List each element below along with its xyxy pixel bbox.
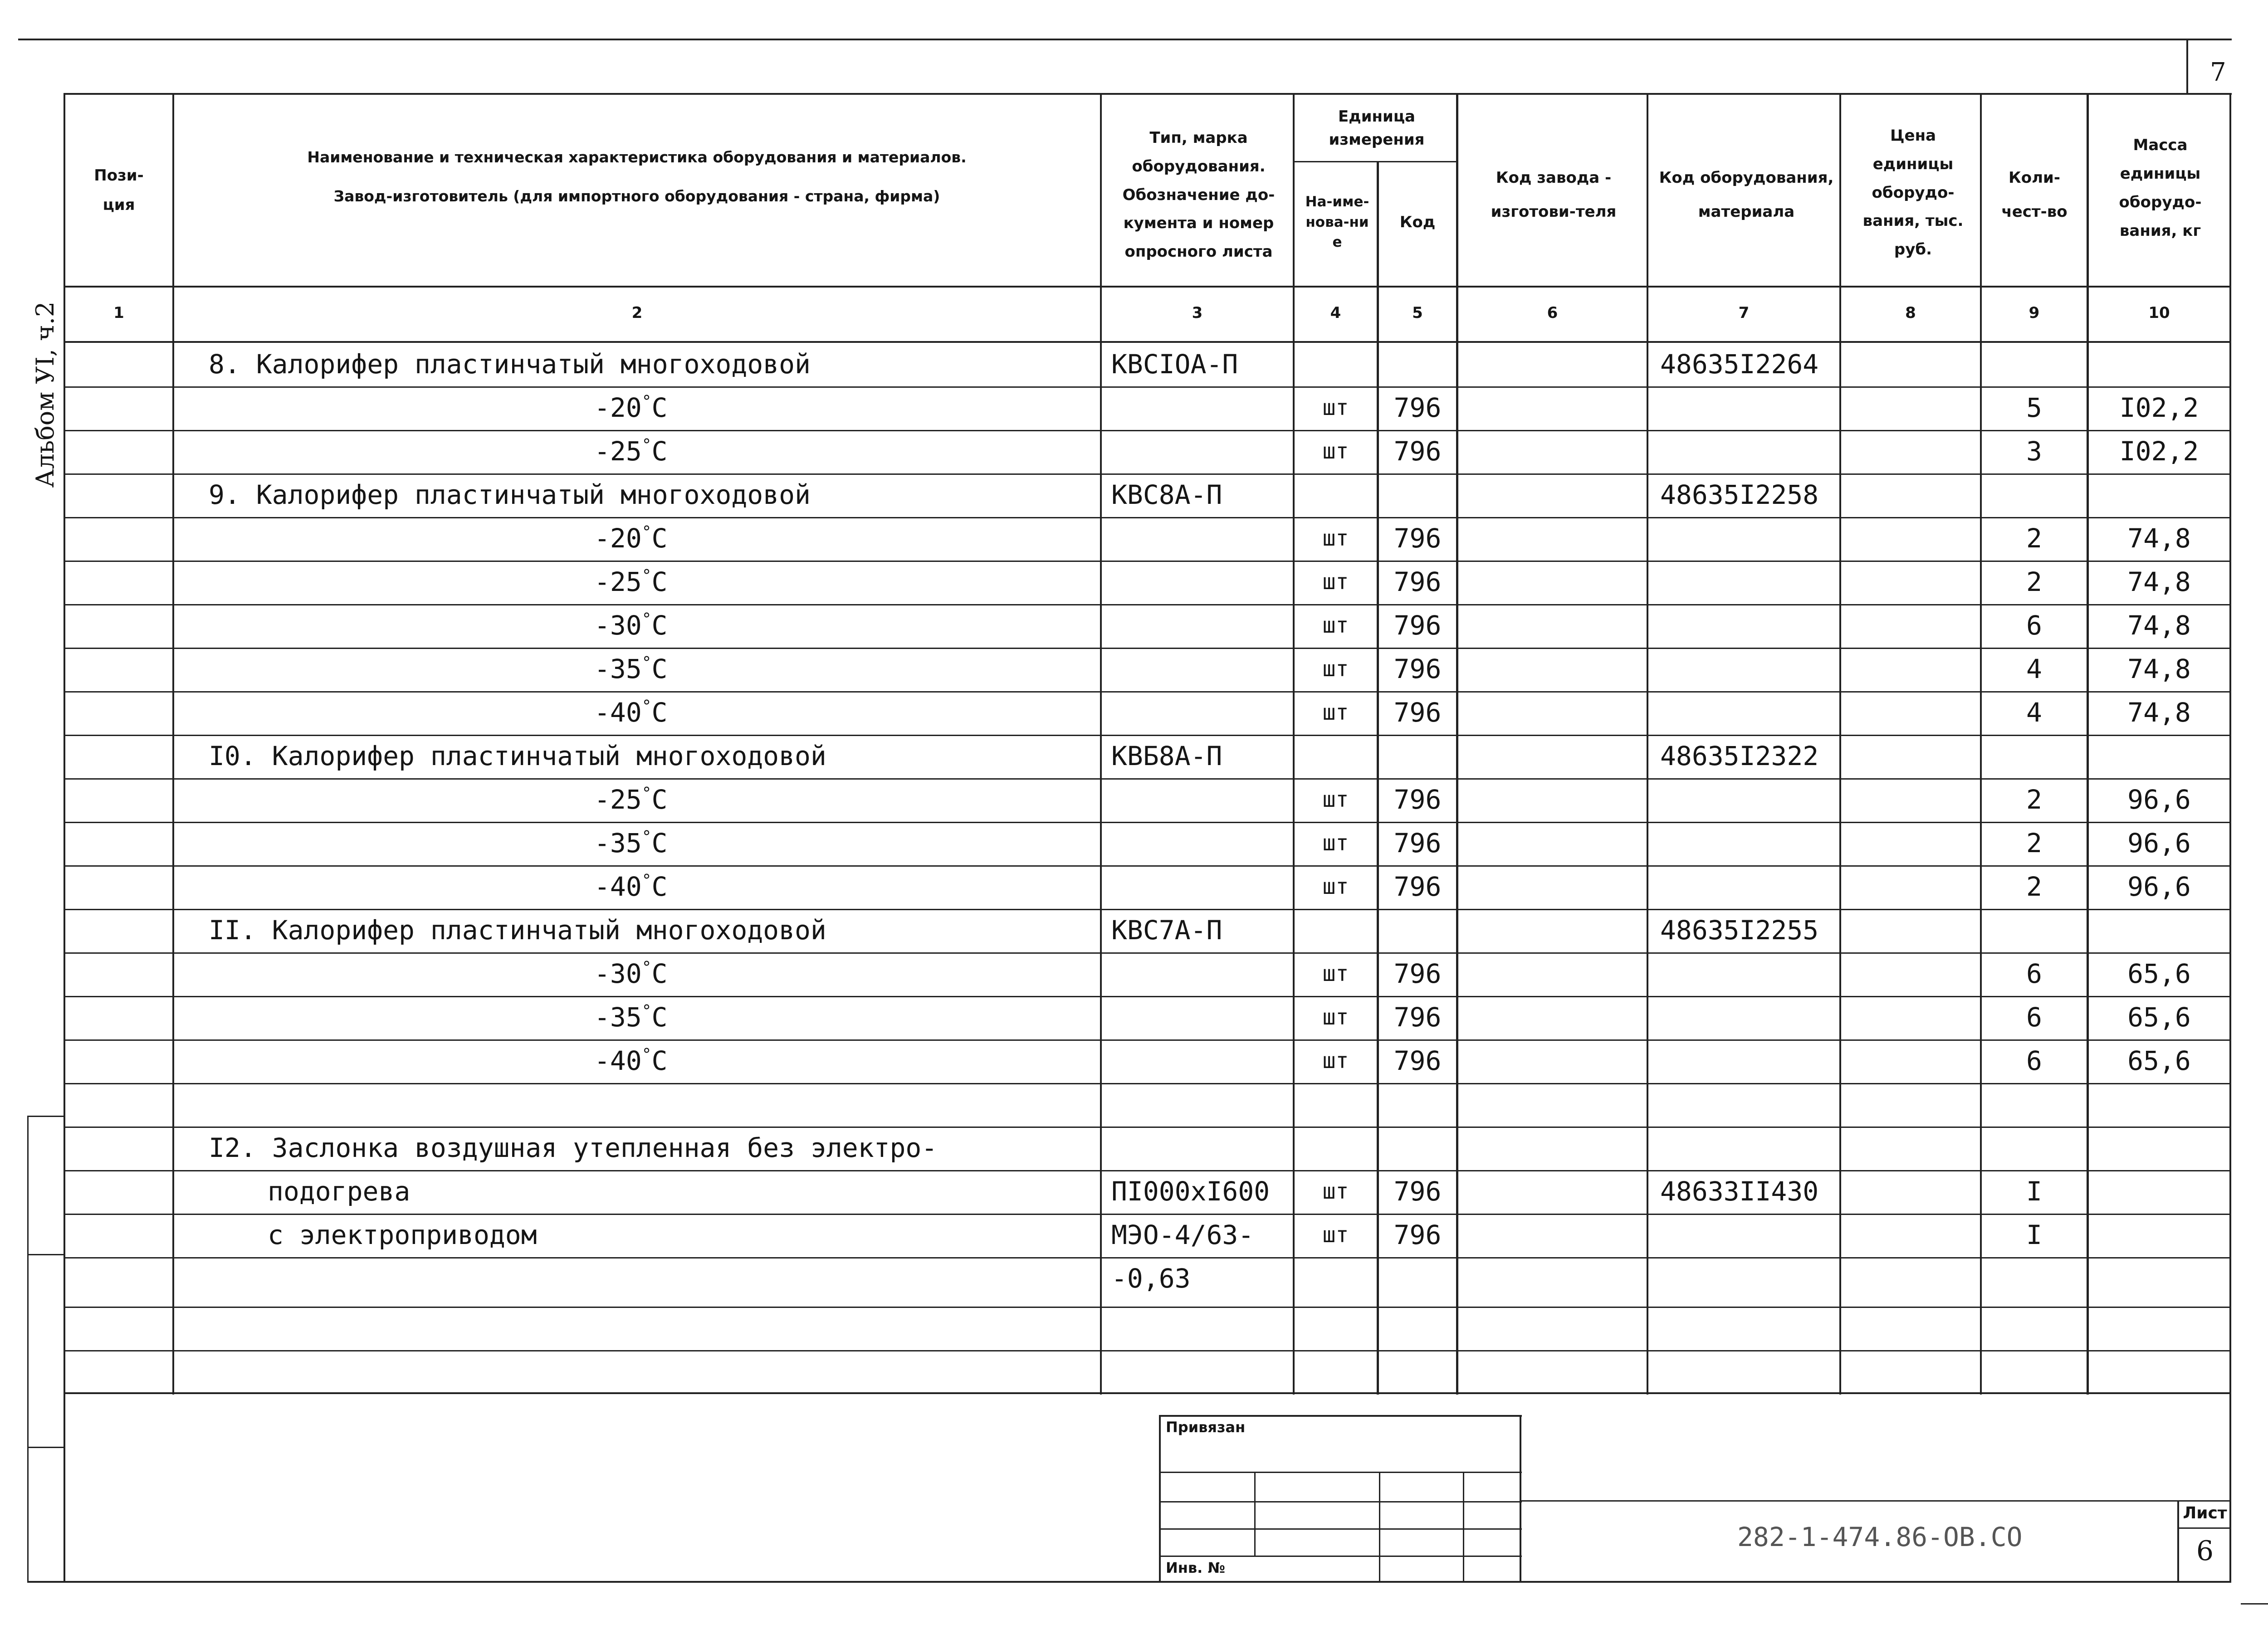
item-unit: шт <box>1322 874 1349 899</box>
row-divider <box>64 430 2231 431</box>
colnum-1: 1 <box>113 304 124 322</box>
header-mass: Масса единицы оборудо-вания, кг <box>2119 136 2202 240</box>
title-block-line <box>1520 1500 2231 1502</box>
item-type: ПI000хI600 <box>1111 1176 1270 1207</box>
header-unit-code: Код <box>1399 213 1436 231</box>
colnum-7: 7 <box>1738 304 1750 322</box>
item-quantity: 6 <box>2026 958 2042 989</box>
item-temperature: -40°C <box>594 1045 668 1076</box>
item-temperature: -40°C <box>594 871 668 902</box>
header-name: Наименование и техническая характеристика оборудования и материалов. Завод-изготовитель (для импортного оборудования - страна, фирма) <box>307 148 967 205</box>
item-mass: I02,2 <box>2119 436 2199 467</box>
item-mass: 96,6 <box>2127 784 2191 815</box>
colnum-9: 9 <box>2028 304 2040 322</box>
stamp-v3 <box>1463 1472 1464 1583</box>
row-divider <box>64 386 2231 388</box>
degree-sign: ° <box>641 610 652 629</box>
item-temperature: -25°C <box>594 784 668 815</box>
item-quantity: 4 <box>2026 697 2042 728</box>
row-divider <box>64 822 2231 823</box>
item-unit: шт <box>1322 700 1349 725</box>
item-name: I0. Калорифер пластинчатый многоходовой <box>209 741 826 771</box>
degree-sign: ° <box>641 523 652 541</box>
item-temperature: -35°C <box>594 1002 668 1033</box>
row-divider <box>64 1307 2231 1308</box>
item-type: КВС7А-П <box>1111 915 1222 946</box>
item-quantity: I <box>2026 1219 2042 1250</box>
item-quantity: 5 <box>2026 392 2042 423</box>
item-unit-code: 796 <box>1393 1002 1442 1033</box>
item-mass: 96,6 <box>2127 828 2191 858</box>
row-divider <box>64 561 2231 562</box>
unit-group-line <box>1293 161 1456 162</box>
stamp-h1 <box>1159 1472 1522 1473</box>
header-quantity: Коли-чест-во <box>2001 169 2068 221</box>
col-divider-1 <box>172 93 174 1395</box>
row-divider <box>64 778 2231 780</box>
row-divider <box>64 1083 2231 1084</box>
item-unit: шт <box>1322 439 1349 464</box>
degree-sign: ° <box>641 784 652 803</box>
item-equipment-code: 48635I2322 <box>1660 741 1819 771</box>
item-quantity: 2 <box>2026 871 2042 902</box>
item-mass: I02,2 <box>2119 392 2199 423</box>
colnum-6: 6 <box>1547 304 1558 322</box>
item-type: МЭО-4/63- <box>1111 1219 1254 1250</box>
item-temperature: -40°C <box>594 697 668 728</box>
item-unit-code: 796 <box>1393 828 1442 858</box>
item-unit: шт <box>1322 1005 1349 1030</box>
item-name: II. Калорифер пластинчатый многоходовой <box>209 915 826 946</box>
col-divider-5 <box>1456 93 1458 1395</box>
header-unit-group: Единица измерения <box>1329 107 1425 149</box>
item-unit: шт <box>1322 1048 1349 1073</box>
item-unit-code: 796 <box>1393 697 1442 728</box>
stamp-v2 <box>1379 1472 1380 1583</box>
item-unit-code: 796 <box>1393 654 1442 684</box>
item-unit-code: 796 <box>1393 958 1442 989</box>
colnum-4: 4 <box>1330 304 1341 322</box>
row-divider <box>64 952 2231 954</box>
item-unit-code: 796 <box>1393 523 1442 554</box>
row-divider <box>64 648 2231 649</box>
sheet-box-mid <box>2177 1527 2231 1529</box>
table-top-border <box>64 93 2232 95</box>
stamp-h2 <box>1159 1501 1522 1502</box>
header-unit-name: На-име-нова-ние <box>1305 193 1369 251</box>
row-divider <box>64 1039 2231 1041</box>
item-name: 9. Калорифер пластинчатый многоходовой <box>209 479 811 510</box>
item-unit-code: 796 <box>1393 1219 1442 1250</box>
sheet-box-left <box>2177 1500 2179 1583</box>
colnum-5: 5 <box>1412 304 1423 322</box>
row-divider <box>64 996 2231 997</box>
item-unit: шт <box>1322 569 1349 595</box>
margin-strip-h1 <box>27 1116 65 1117</box>
degree-sign: ° <box>641 1045 652 1064</box>
item-temperature: -35°C <box>594 654 668 684</box>
item-unit-code: 796 <box>1393 610 1442 641</box>
degree-sign: ° <box>641 566 652 585</box>
stamp-h4 <box>1159 1556 1522 1557</box>
right-border-top <box>2186 39 2188 93</box>
item-equipment-code: 48635I2255 <box>1660 915 1819 946</box>
item-equipment-code: 48633II430 <box>1660 1176 1819 1207</box>
item-temperature: -35°C <box>594 828 668 858</box>
item-equipment-code: 48635I2264 <box>1660 349 1819 380</box>
sheet-label: Лист <box>2183 1504 2227 1522</box>
item-unit: шт <box>1322 961 1349 986</box>
row-divider <box>64 691 2231 693</box>
colnum-3: 3 <box>1192 304 1203 322</box>
margin-strip-h3 <box>27 1447 65 1448</box>
margin-strip-h2 <box>27 1254 65 1255</box>
table-right-border <box>2229 93 2231 1583</box>
header-equip-code: Код оборудования, материала <box>1659 169 1834 221</box>
item-equipment-code: 48635I2258 <box>1660 479 1819 510</box>
row-divider <box>64 604 2231 605</box>
col-divider-9 <box>2087 93 2089 1395</box>
item-name: I2. Заслонка воздушная утепленная без электро- <box>209 1132 938 1163</box>
item-unit-code: 796 <box>1393 1176 1442 1207</box>
item-quantity: 2 <box>2026 523 2042 554</box>
header-plant-code: Код завода - изготови-теля <box>1491 169 1617 221</box>
row-divider <box>64 517 2231 518</box>
item-unit: шт <box>1322 395 1349 420</box>
item-quantity: 6 <box>2026 610 2042 641</box>
item-mass: 74,8 <box>2127 566 2191 597</box>
item-unit: шт <box>1322 656 1349 682</box>
item-temperature: -25°C <box>594 566 668 597</box>
data-bottom-line <box>64 1392 2231 1394</box>
item-unit: шт <box>1322 787 1349 812</box>
item-type: -0,63 <box>1111 1263 1191 1294</box>
item-mass: 74,8 <box>2127 523 2191 554</box>
item-unit: шт <box>1322 830 1349 856</box>
item-unit: шт <box>1322 526 1349 551</box>
item-quantity: 3 <box>2026 436 2042 467</box>
stamp-h3 <box>1159 1528 1522 1530</box>
col-divider-2 <box>1100 93 1102 1395</box>
item-temperature: -30°C <box>594 610 668 641</box>
header-bottom-line <box>64 286 2231 288</box>
stamp-title: Привязан <box>1166 1419 1246 1436</box>
item-unit-code: 796 <box>1393 566 1442 597</box>
stamp-right <box>1520 1415 1521 1583</box>
item-mass: 74,8 <box>2127 697 2191 728</box>
degree-sign: ° <box>641 654 652 672</box>
item-name: 8. Калорифер пластинчатый многоходовой <box>209 349 811 380</box>
item-unit: шт <box>1322 1179 1349 1204</box>
degree-sign: ° <box>641 871 652 890</box>
item-temperature: -20°C <box>594 392 668 423</box>
degree-sign: ° <box>641 436 652 454</box>
item-temperature: -30°C <box>594 958 668 989</box>
document-code: 282-1-474.86-ОВ.СО <box>1737 1522 2023 1552</box>
item-quantity: 6 <box>2026 1045 2042 1076</box>
degree-sign: ° <box>641 392 652 411</box>
item-quantity: 4 <box>2026 654 2042 684</box>
item-unit-code: 796 <box>1393 436 1442 467</box>
header-type: Тип, марка оборудования. Обозначение до-кумента и номер опросного листа <box>1122 128 1275 261</box>
header-price: Цена единицы оборудо-вания, тыс. руб. <box>1862 126 1964 259</box>
inventory-label: Инв. № <box>1166 1559 1225 1576</box>
item-mass: 65,6 <box>2127 1045 2191 1076</box>
colnum-10: 10 <box>2148 304 2170 322</box>
page-number-top: 7 <box>2210 58 2226 87</box>
item-mass: 74,8 <box>2127 610 2191 641</box>
item-type: КВСIОА-П <box>1111 349 1238 380</box>
item-unit: шт <box>1322 1222 1349 1248</box>
item-quantity: I <box>2026 1176 2042 1207</box>
margin-strip-vline <box>27 1116 29 1583</box>
item-type: КВБ8А-П <box>1111 741 1222 771</box>
stamp-v1 <box>1254 1472 1256 1556</box>
stamp-left <box>1159 1415 1161 1583</box>
item-temperature: -25°C <box>594 436 668 467</box>
degree-sign: ° <box>641 1002 652 1020</box>
degree-sign: ° <box>641 958 652 977</box>
header-position: Пози- ция <box>94 166 144 214</box>
item-mass: 96,6 <box>2127 871 2191 902</box>
item-unit-code: 796 <box>1393 1045 1442 1076</box>
item-type: КВС8А-П <box>1111 479 1222 510</box>
col-divider-7 <box>1839 93 1841 1395</box>
right-edge-tick <box>2241 1603 2268 1605</box>
top-border <box>18 39 2232 40</box>
item-quantity: 2 <box>2026 784 2042 815</box>
item-unit: шт <box>1322 613 1349 638</box>
col-divider-6 <box>1647 93 1648 1395</box>
colnum-8: 8 <box>1905 304 1916 322</box>
side-label: Альбом УI, ч.2 <box>31 301 59 488</box>
item-mass: 65,6 <box>2127 958 2191 989</box>
item-mass: 74,8 <box>2127 654 2191 684</box>
degree-sign: ° <box>641 697 652 716</box>
item-quantity: 2 <box>2026 566 2042 597</box>
item-quantity: 2 <box>2026 828 2042 858</box>
degree-sign: ° <box>641 828 652 846</box>
item-mass: 65,6 <box>2127 1002 2191 1033</box>
item-quantity: 6 <box>2026 1002 2042 1033</box>
stamp-top <box>1159 1415 1522 1417</box>
item-name: с электроприводом <box>268 1219 537 1250</box>
item-name: подогрева <box>268 1176 411 1207</box>
colnum-2: 2 <box>631 304 643 322</box>
item-unit-code: 796 <box>1393 871 1442 902</box>
row-divider <box>64 1350 2231 1351</box>
item-temperature: -20°C <box>594 523 668 554</box>
item-unit-code: 796 <box>1393 784 1442 815</box>
row-divider <box>64 865 2231 867</box>
bottom-border <box>27 1581 2231 1583</box>
sheet-number: 6 <box>2196 1535 2214 1567</box>
item-unit-code: 796 <box>1393 392 1442 423</box>
